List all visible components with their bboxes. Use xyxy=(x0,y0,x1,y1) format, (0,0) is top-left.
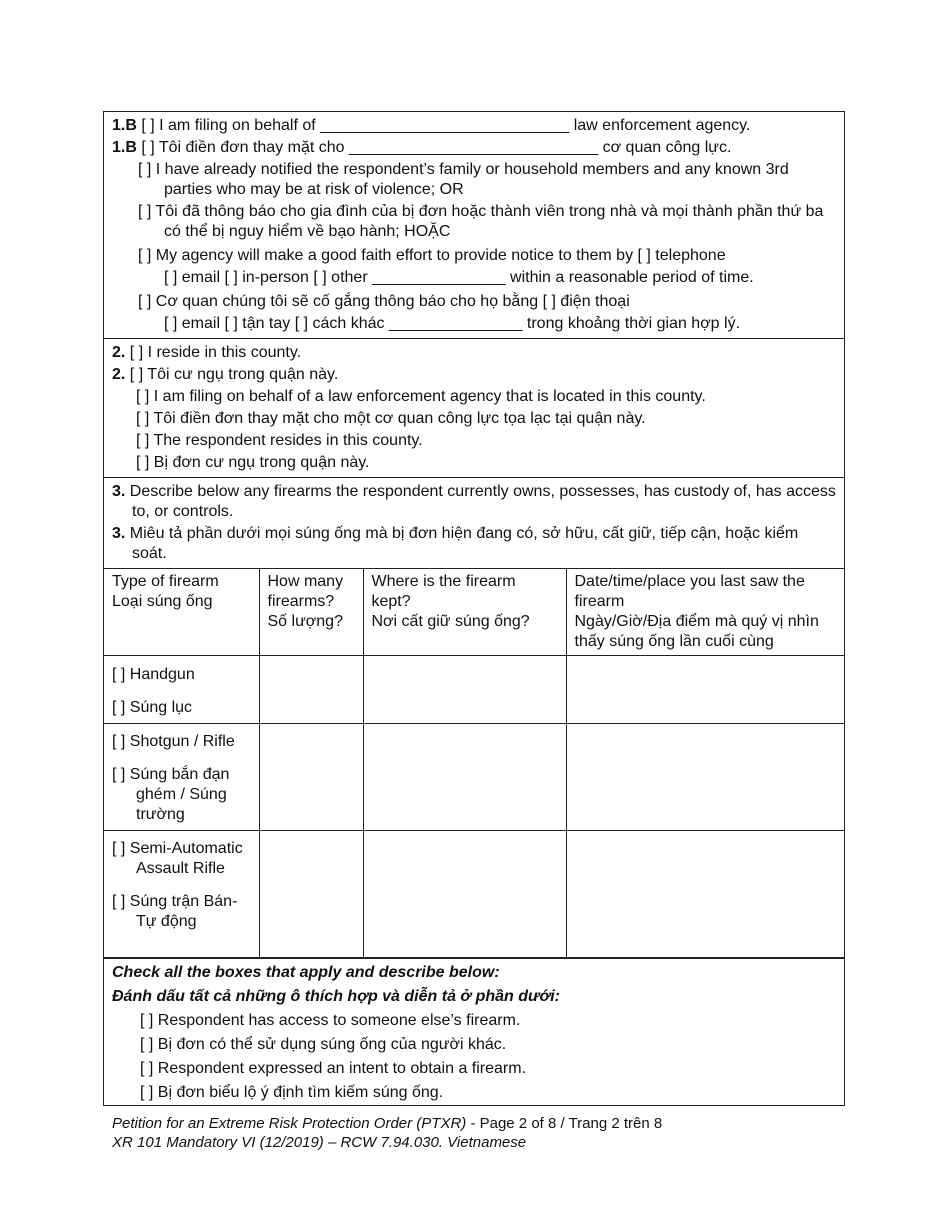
footer-page-number: - Page 2 of 8 / Trang 2 trên 8 xyxy=(466,1115,663,1132)
table-row xyxy=(104,831,844,958)
header-last-seen xyxy=(566,569,844,656)
section-1b-vi xyxy=(112,138,836,158)
count-cell[interactable] xyxy=(259,656,363,724)
section-1b-en-number: 1.B xyxy=(112,117,137,134)
header-count xyxy=(259,569,363,656)
section-2-vi-number: 2. xyxy=(112,366,126,383)
firearm-type-vi[interactable]: [ ] Súng bắn đạn ghém / Súng trường xyxy=(112,766,230,823)
check-option[interactable]: [ ] Respondent expressed an intent to obtain a firearm. xyxy=(140,1060,527,1077)
footer-line1 xyxy=(112,1114,662,1133)
firearm-type-en[interactable]: [ ] Shotgun / Rifle xyxy=(112,733,235,750)
section-2-vi-text[interactable]: [ ] Tôi cư ngụ trong quận này. xyxy=(129,366,339,383)
firearm-type-cell xyxy=(104,724,259,831)
section-2 xyxy=(104,339,844,478)
effort-option-en-line2[interactable]: [ ] email [ ] in-person [ ] other _______________ within a reasonable period of time. xyxy=(164,269,754,286)
check-heading-vi: Đánh dấu tất cả những ô thích hợp và diễn tả ở phần dưới: xyxy=(112,988,560,1005)
section-1b-vi-text[interactable]: [ ] Tôi điền đơn thay mặt cho ____________________________ cơ quan công lực. xyxy=(141,139,732,156)
firearms-table-wrap xyxy=(104,569,844,959)
firearms-table-header-row xyxy=(104,569,844,656)
header-location xyxy=(363,569,566,656)
effort-option-vi-line2[interactable]: [ ] email [ ] tận tay [ ] cách khác _______________ trong khoảng thời gian hợp lý. xyxy=(164,315,741,332)
firearm-type-vi[interactable]: [ ] Súng lục xyxy=(112,699,193,716)
location-cell[interactable] xyxy=(363,831,566,958)
footer-form-title: Petition for an Extreme Risk Protection Order (PTXR) xyxy=(112,1115,467,1132)
header-last-seen-vi: Ngày/Giờ/Địa điểm mà quý vị nhìn thấy súng ống lần cuối cùng xyxy=(574,613,819,650)
firearms-table xyxy=(104,569,844,958)
last-seen-cell[interactable] xyxy=(566,656,844,724)
section-3 xyxy=(104,478,844,569)
section-1b-en-text[interactable]: [ ] I am filing on behalf of ____________________________ law enforcement agency. xyxy=(141,117,751,134)
section-2-en xyxy=(112,343,836,363)
header-location-en: Where is the firearm kept? xyxy=(371,573,516,610)
section-3-vi-text: Miêu tả phần dưới mọi súng ống mà bị đơn hiện đang có, sở hữu, cất giữ, tiếp cận, hoặc kiểm soát. xyxy=(129,525,799,562)
header-type-vi: Loại súng ống xyxy=(112,593,213,610)
section-1b-vi-number: 1.B xyxy=(112,139,137,156)
header-location-vi: Nơi cất giữ súng ống? xyxy=(371,613,530,630)
header-type-en: Type of firearm xyxy=(112,573,219,590)
effort-option-en-line1[interactable]: [ ] My agency will make a good faith effort to provide notice to them by [ ] telephone xyxy=(138,247,726,264)
section-3-en-text: Describe below any firearms the respondent currently owns, possesses, has custody of, has access to, or controls. xyxy=(129,483,836,520)
footer-line2: XR 101 Mandatory VI (12/2019) – RCW 7.94.030. Vietnamese xyxy=(112,1134,527,1151)
section-3-vi-number: 3. xyxy=(112,525,126,542)
section-3-en xyxy=(112,482,836,522)
count-cell[interactable] xyxy=(259,724,363,831)
section-2-option[interactable]: [ ] I am filing on behalf of a law enforcement agency that is located in this county. xyxy=(136,388,706,405)
firearm-type-cell xyxy=(104,656,259,724)
firearm-type-cell xyxy=(104,831,259,958)
location-cell[interactable] xyxy=(363,724,566,831)
page-footer xyxy=(112,1114,662,1152)
count-cell[interactable] xyxy=(259,831,363,958)
section-3-vi xyxy=(112,524,836,564)
section-1b xyxy=(104,112,844,339)
check-heading-en: Check all the boxes that apply and describe below: xyxy=(112,964,500,981)
section-2-option[interactable]: [ ] Bị đơn cư ngụ trong quận này. xyxy=(136,454,370,471)
header-last-seen-en: Date/time/place you last saw the firearm xyxy=(574,573,805,610)
firearm-type-vi[interactable]: [ ] Súng trận Bán-Tự động xyxy=(112,893,238,930)
firearm-type-en[interactable]: [ ] Handgun xyxy=(112,666,195,683)
last-seen-cell[interactable] xyxy=(566,724,844,831)
check-option[interactable]: [ ] Bị đơn biểu lộ ý định tìm kiếm súng ống. xyxy=(140,1084,444,1101)
check-option[interactable]: [ ] Bị đơn có thể sử dụng súng ống của người khác. xyxy=(140,1036,507,1053)
notified-option-en[interactable]: [ ] I have already notified the respondent’s family or household members and any known 3rd parties who may be at risk of violence; OR xyxy=(138,161,789,198)
table-row xyxy=(104,656,844,724)
section-2-en-text[interactable]: [ ] I reside in this county. xyxy=(129,344,302,361)
header-count-vi: Số lượng? xyxy=(267,613,343,630)
section-2-vi xyxy=(112,365,836,385)
section-3-en-number: 3. xyxy=(112,483,126,500)
notified-option-vi[interactable]: [ ] Tôi đã thông báo cho gia đình của bị đơn hoặc thành viên trong nhà và mọi thành phần thứ ba có thể bị nguy hiểm về bạo hành; HOẶC xyxy=(138,203,824,240)
effort-option-vi-line1[interactable]: [ ] Cơ quan chúng tôi sẽ cố gắng thông báo cho họ bằng [ ] điện thoại xyxy=(138,293,630,310)
location-cell[interactable] xyxy=(363,656,566,724)
section-1b-en xyxy=(112,116,836,136)
last-seen-cell[interactable] xyxy=(566,831,844,958)
table-row xyxy=(104,724,844,831)
check-section xyxy=(104,959,844,1105)
section-2-option[interactable]: [ ] Tôi điền đơn thay mặt cho một cơ quan công lực tọa lạc tại quận này. xyxy=(136,410,646,427)
section-2-option[interactable]: [ ] The respondent resides in this county. xyxy=(136,432,423,449)
firearm-type-en[interactable]: [ ] Semi-Automatic Assault Rifle xyxy=(112,840,243,877)
section-2-en-number: 2. xyxy=(112,344,126,361)
check-option[interactable]: [ ] Respondent has access to someone else’s firearm. xyxy=(140,1012,521,1029)
header-count-en: How many firearms? xyxy=(267,573,344,610)
form-frame xyxy=(103,111,845,1106)
header-type xyxy=(104,569,259,656)
